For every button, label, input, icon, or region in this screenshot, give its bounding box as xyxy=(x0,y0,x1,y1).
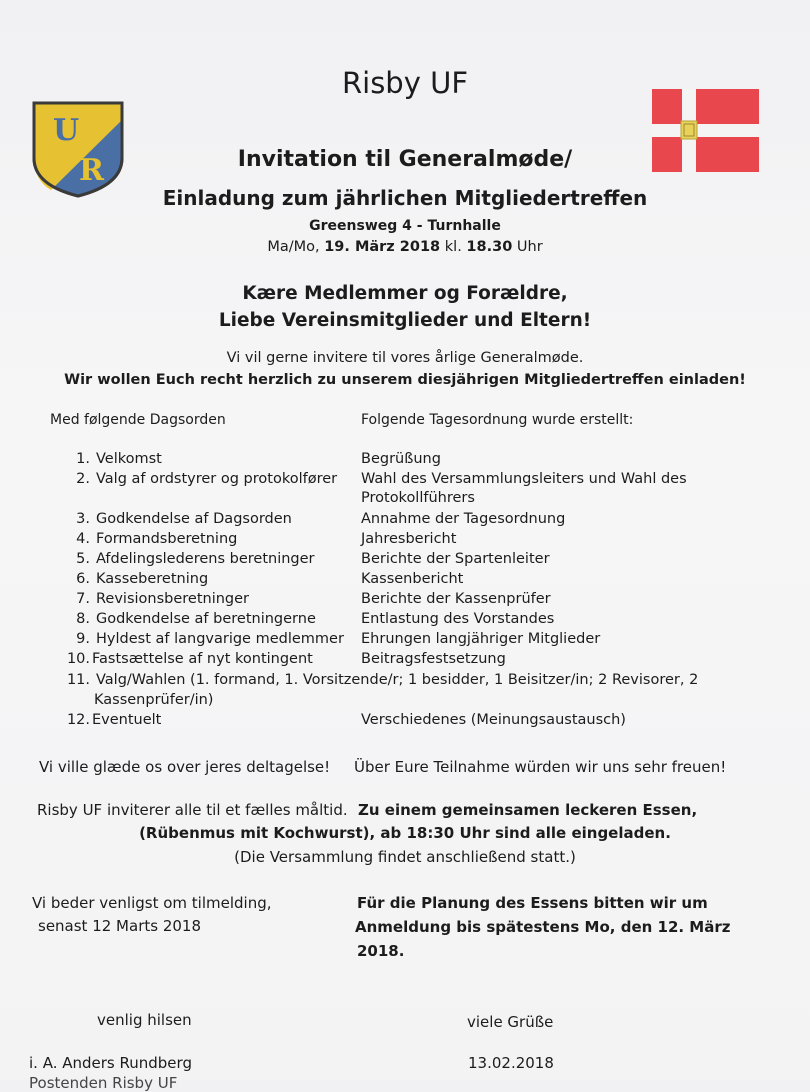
org-title: Risby UF xyxy=(341,66,468,100)
participation-german: Über Eure Teilnahme würden wir uns sehr freuen! xyxy=(354,758,727,776)
date-time: 18.30 xyxy=(466,239,513,255)
agenda-danish: Formandsberetning xyxy=(96,531,238,547)
agenda-item xyxy=(0,551,810,571)
date-kl: kl. xyxy=(444,239,462,255)
agenda-german: Annahme der Tagesordnung xyxy=(361,511,566,527)
agenda-item xyxy=(0,672,810,692)
event-date xyxy=(0,239,810,255)
agenda-number: 12. xyxy=(66,712,90,728)
agenda-bilingual: Valg/Wahlen (1. formand, 1. Vorsitzende/r; 1 besidder, 1 Beisitzer/in; 2 Revisorer, 2 xyxy=(96,672,699,688)
agenda-item xyxy=(0,451,810,471)
agenda-heading-danish: Med følgende Dagsorden xyxy=(50,412,226,428)
agenda-number: 8. xyxy=(76,611,90,627)
agenda-danish: Godkendelse af beretningerne xyxy=(96,611,316,627)
agenda-danish: Fastsættelse af nyt kontingent xyxy=(92,651,313,667)
agenda-number: 5. xyxy=(76,551,90,567)
participation-danish: Vi ville glæde os over jeres deltagelse! xyxy=(39,758,331,776)
salutation-german: Liebe Vereinsmitglieder und Eltern! xyxy=(218,310,592,331)
agenda-item xyxy=(0,611,810,631)
agenda-danish: Godkendelse af Dagsorden xyxy=(96,511,292,527)
title-german: Einladung zum jährlichen Mitgliedertreffen xyxy=(162,186,648,210)
agenda-item xyxy=(0,591,810,611)
agenda-german: Wahl des Versammlungsleiters und Wahl des xyxy=(361,471,687,487)
intro-german: Wir wollen Euch recht herzlich zu unserem diesjährigen Mitgliedertreffen einladen! xyxy=(64,372,746,388)
agenda-number: 11. xyxy=(66,672,90,688)
agenda-german: Kassenbericht xyxy=(361,571,464,587)
agenda-danish: Hyldest af langvarige medlemmer xyxy=(96,631,344,647)
signer-name: i. A. Anders Rundberg xyxy=(29,1054,192,1072)
agenda-item xyxy=(0,471,810,491)
meal-german-line1: Zu einem gemeinsamen leckeren Essen, xyxy=(358,801,698,819)
registration-danish-line2: senast 12 Marts 2018 xyxy=(38,917,202,935)
agenda-item xyxy=(0,631,810,651)
agenda-german: Jahresbericht xyxy=(361,531,457,547)
meal-german-line3: (Die Versammlung findet anschließend statt.) xyxy=(234,848,576,866)
agenda-danish: Afdelingslederens beretninger xyxy=(96,551,315,567)
agenda-item xyxy=(0,511,810,531)
agenda-german: Berichte der Spartenleiter xyxy=(361,551,550,567)
agenda-danish: Kasseberetning xyxy=(96,571,209,587)
registration-danish-line1: Vi beder venligst om tilmelding, xyxy=(32,894,272,912)
closing-german: viele Grüße xyxy=(467,1013,554,1031)
agenda-german: Ehrungen langjähriger Mitglieder xyxy=(361,631,601,647)
agenda-german: Berichte der Kassenprüfer xyxy=(361,591,551,607)
agenda-danish: Eventuelt xyxy=(92,712,162,728)
registration-german-line2: Anmeldung bis spätestens Mo, den 12. März xyxy=(355,918,731,936)
intro-danish: Vi vil gerne invitere til vores årlige Generalmøde. xyxy=(226,350,584,366)
agenda-number: 10. xyxy=(66,651,90,667)
signer-title-cut: Postenden Risby UF xyxy=(29,1074,178,1092)
address: Greensweg 4 - Turnhalle xyxy=(309,218,501,234)
agenda-danish: Valg af ordstyrer og protokolfører xyxy=(96,471,338,487)
agenda-german: Verschiedenes (Meinungsaustausch) xyxy=(361,712,626,728)
closing-danish: venlig hilsen xyxy=(97,1011,192,1029)
agenda-item xyxy=(0,712,810,732)
agenda-item-continuation xyxy=(0,692,810,712)
agenda-german: Begrüßung xyxy=(361,451,441,467)
letter-date: 13.02.2018 xyxy=(468,1054,554,1072)
agenda-item-continuation xyxy=(0,490,810,510)
agenda-number: 3. xyxy=(76,511,90,527)
meal-danish: Risby UF inviterer alle til et fælles måltid. xyxy=(37,801,348,819)
agenda-danish: Velkomst xyxy=(96,451,162,467)
agenda-item xyxy=(0,531,810,551)
agenda-german: Beitragsfestsetzung xyxy=(361,651,506,667)
date-suffix: Uhr xyxy=(516,239,543,255)
agenda-number: 7. xyxy=(76,591,90,607)
salutation-danish: Kære Medlemmer og Forældre, xyxy=(242,283,568,304)
title-danish: Invitation til Generalmøde/ xyxy=(237,147,573,172)
date-main: 19. März 2018 xyxy=(324,239,441,255)
agenda-number: 6. xyxy=(76,571,90,587)
logo-letter-u: U xyxy=(53,113,80,148)
agenda-heading-german: Folgende Tagesordnung wurde erstellt: xyxy=(361,412,634,428)
agenda-german: Protokollführers xyxy=(361,490,475,506)
meal-german-line2: (Rübenmus mit Kochwurst), ab 18:30 Uhr sind alle eingeladen. xyxy=(139,824,671,842)
agenda-number: 1. xyxy=(76,451,90,467)
logo-letter-f: F xyxy=(87,113,109,148)
agenda-item xyxy=(0,651,810,671)
registration-german-line1: Für die Planung des Essens bitten wir um xyxy=(357,894,708,912)
agenda-danish: Revisionsberetninger xyxy=(96,591,250,607)
agenda-item xyxy=(0,571,810,591)
agenda-number: 2. xyxy=(76,471,90,487)
logo-letter-r: R xyxy=(79,153,104,188)
agenda-number: 9. xyxy=(76,631,90,647)
agenda-german: Entlastung des Vorstandes xyxy=(361,611,555,627)
date-prefix: Ma/Mo, xyxy=(267,239,320,255)
registration-german-line3: 2018. xyxy=(357,942,405,960)
agenda-number: 4. xyxy=(76,531,90,547)
agenda-bilingual: Kassenprüfer/in) xyxy=(94,692,214,708)
